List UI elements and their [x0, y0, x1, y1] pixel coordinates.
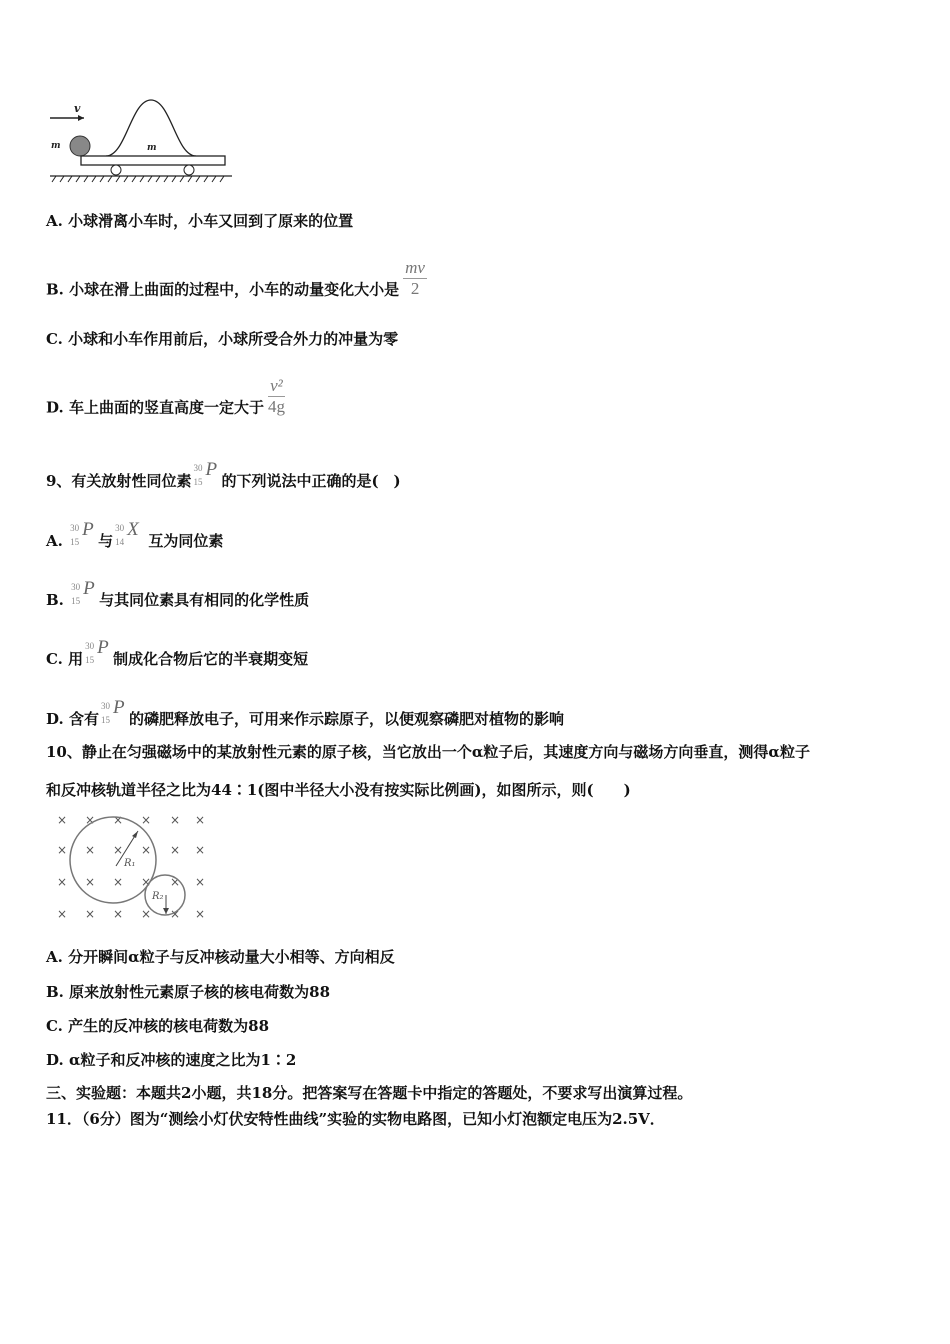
- stem-text: 9、有关放射性同位素: [46, 472, 192, 490]
- option-letter: B.: [46, 591, 64, 609]
- field-into-page-icon: ×: [112, 843, 124, 857]
- denominator: 4g: [267, 397, 285, 416]
- numerator: mv: [405, 258, 425, 277]
- q9-stem: [46, 458, 401, 492]
- mass-number: 30: [70, 523, 80, 533]
- option-letter: B.: [46, 983, 64, 1001]
- option-text: 小球滑离小车时，小车又回到了原来的位置: [68, 212, 354, 230]
- field-into-page-icon: ×: [194, 875, 206, 889]
- radius-r1-label: R₁: [124, 858, 136, 869]
- field-into-page-icon: ×: [169, 907, 181, 921]
- nuclide-p30: [83, 636, 113, 670]
- magnetic-field-figure: [50, 810, 215, 928]
- mass-number: 30: [85, 641, 95, 651]
- option-letter: B.: [46, 280, 64, 299]
- fraction: [403, 258, 427, 299]
- nuclide-p30: [69, 577, 99, 611]
- option-text: 车上曲面的竖直高度一定大于: [68, 398, 264, 417]
- element-symbol: P: [97, 637, 109, 658]
- atomic-number: 15: [100, 715, 110, 725]
- element-symbol: P: [112, 697, 125, 718]
- field-into-page-icon: ×: [169, 843, 181, 857]
- q10-option-b: [46, 982, 330, 1002]
- option-text: 小球和小车作用前后，小球所受合外力的冲量为零: [68, 330, 399, 348]
- q9-option-c: [46, 636, 308, 670]
- field-into-page-icon: ×: [112, 813, 124, 827]
- mass-number: 30: [193, 463, 203, 473]
- option-letter: A.: [46, 948, 63, 966]
- option-letter: C.: [46, 330, 63, 348]
- ball-mass-label: m: [51, 141, 61, 151]
- atomic-number: 14: [115, 537, 125, 547]
- field-into-page-icon: ×: [84, 907, 96, 921]
- q10-stem-line1: 10、静止在匀强磁场中的某放射性元素的原子核，当它放出一个α粒子后，其速度方向与磁场方向垂直，测得α粒子: [46, 743, 810, 761]
- cart-ball-figure: [46, 96, 236, 186]
- cart-mass-label: m: [147, 143, 157, 153]
- numerator: v²: [268, 376, 285, 397]
- atomic-number: 15: [71, 596, 81, 606]
- q11-stem: 11．（6分）图为“测绘小灯伏安特性曲线”实验的实物电路图，已知小灯泡额定电压为2.5V．: [46, 1110, 665, 1128]
- mass-number: 30: [115, 523, 125, 533]
- option-text: 与: [98, 532, 114, 550]
- q9-option-d: [46, 696, 564, 730]
- field-into-page-icon: ×: [84, 875, 96, 889]
- element-symbol: P: [205, 459, 218, 480]
- field-into-page-icon: ×: [194, 813, 206, 827]
- atomic-number: 15: [70, 537, 80, 547]
- option-text: 小球在滑上曲面的过程中，小车的动量变化大小是: [69, 280, 400, 299]
- field-into-page-icon: ×: [140, 843, 152, 857]
- field-into-page-icon: ×: [169, 875, 181, 889]
- mass-number: 30: [100, 701, 110, 711]
- element-symbol: P: [83, 578, 95, 599]
- field-into-page-icon: ×: [169, 813, 181, 827]
- atomic-number: 15: [193, 477, 203, 487]
- nuclide-p30: [191, 458, 221, 492]
- option-letter: D.: [46, 398, 64, 417]
- field-into-page-icon: ×: [194, 907, 206, 921]
- q8-option-b: [46, 258, 427, 311]
- field-into-page-icon: ×: [56, 907, 68, 921]
- option-letter: D.: [46, 710, 64, 728]
- section-3-heading: 三、实验题：本题共2小题，共18分。把答案写在答题卡中指定的答题处，不要求写出演算过程。: [46, 1084, 693, 1102]
- field-into-page-icon: ×: [194, 843, 206, 857]
- q10-stem-line2: 和反冲核轨道半径之比为44∶1(图中半径大小没有按实际比例画)，如图所示，则( ): [46, 781, 631, 799]
- q10-option-a: [46, 947, 395, 967]
- nuclide-p30: [99, 696, 129, 730]
- option-text: 互为同位素: [148, 532, 224, 550]
- q10-option-d: [46, 1050, 296, 1070]
- velocity-label: v: [74, 102, 81, 115]
- q8-option-a: [46, 211, 353, 231]
- field-into-page-icon: ×: [112, 907, 124, 921]
- atomic-number: 15: [85, 655, 95, 665]
- option-text: 与其同位素具有相同的化学性质: [99, 591, 310, 609]
- option-text: 产生的反冲核的核电荷数为88: [68, 1017, 270, 1035]
- option-letter: D.: [46, 1051, 64, 1069]
- option-letter: C.: [46, 650, 63, 668]
- field-into-page-icon: ×: [140, 813, 152, 827]
- option-text: 分开瞬间α粒子与反冲核动量大小相等、方向相反: [68, 948, 395, 966]
- field-into-page-icon: ×: [140, 907, 152, 921]
- q8-option-d: [46, 376, 285, 429]
- field-into-page-icon: ×: [112, 875, 124, 889]
- stem-text: 的下列说法中正确的是( ): [221, 472, 401, 490]
- field-into-page-icon: ×: [56, 843, 68, 857]
- option-letter: A.: [46, 532, 63, 550]
- field-into-page-icon: ×: [84, 843, 96, 857]
- field-into-page-icon: ×: [140, 875, 152, 889]
- option-text: 含有: [68, 710, 99, 728]
- q9-option-a: [46, 518, 223, 552]
- option-text: α粒子和反冲核的速度之比为1∶2: [68, 1051, 297, 1069]
- field-into-page-icon: ×: [56, 813, 68, 827]
- radius-r2-label: R₂: [152, 891, 164, 902]
- option-letter: A.: [46, 212, 63, 230]
- field-into-page-icon: ×: [56, 875, 68, 889]
- field-into-page-icon: ×: [84, 813, 96, 827]
- option-letter: C.: [46, 1017, 63, 1035]
- q9-option-b: [46, 577, 309, 611]
- q10-option-c: [46, 1016, 269, 1036]
- fraction: [268, 376, 285, 417]
- denominator: 2: [410, 279, 420, 298]
- option-text: 原来放射性元素原子核的核电荷数为88: [69, 983, 331, 1001]
- option-text: 用: [68, 650, 84, 668]
- option-text: 的磷肥释放电子，可用来作示踪原子，以便观察磷肥对植物的影响: [128, 710, 564, 728]
- nuclide-p30: [68, 518, 98, 552]
- option-text: 制成化合物后它的半衰期变短: [113, 650, 309, 668]
- q8-option-c: [46, 329, 398, 349]
- element-symbol: X: [127, 519, 139, 540]
- nuclide-x30: [113, 518, 143, 552]
- mass-number: 30: [71, 582, 81, 592]
- element-symbol: P: [82, 519, 94, 540]
